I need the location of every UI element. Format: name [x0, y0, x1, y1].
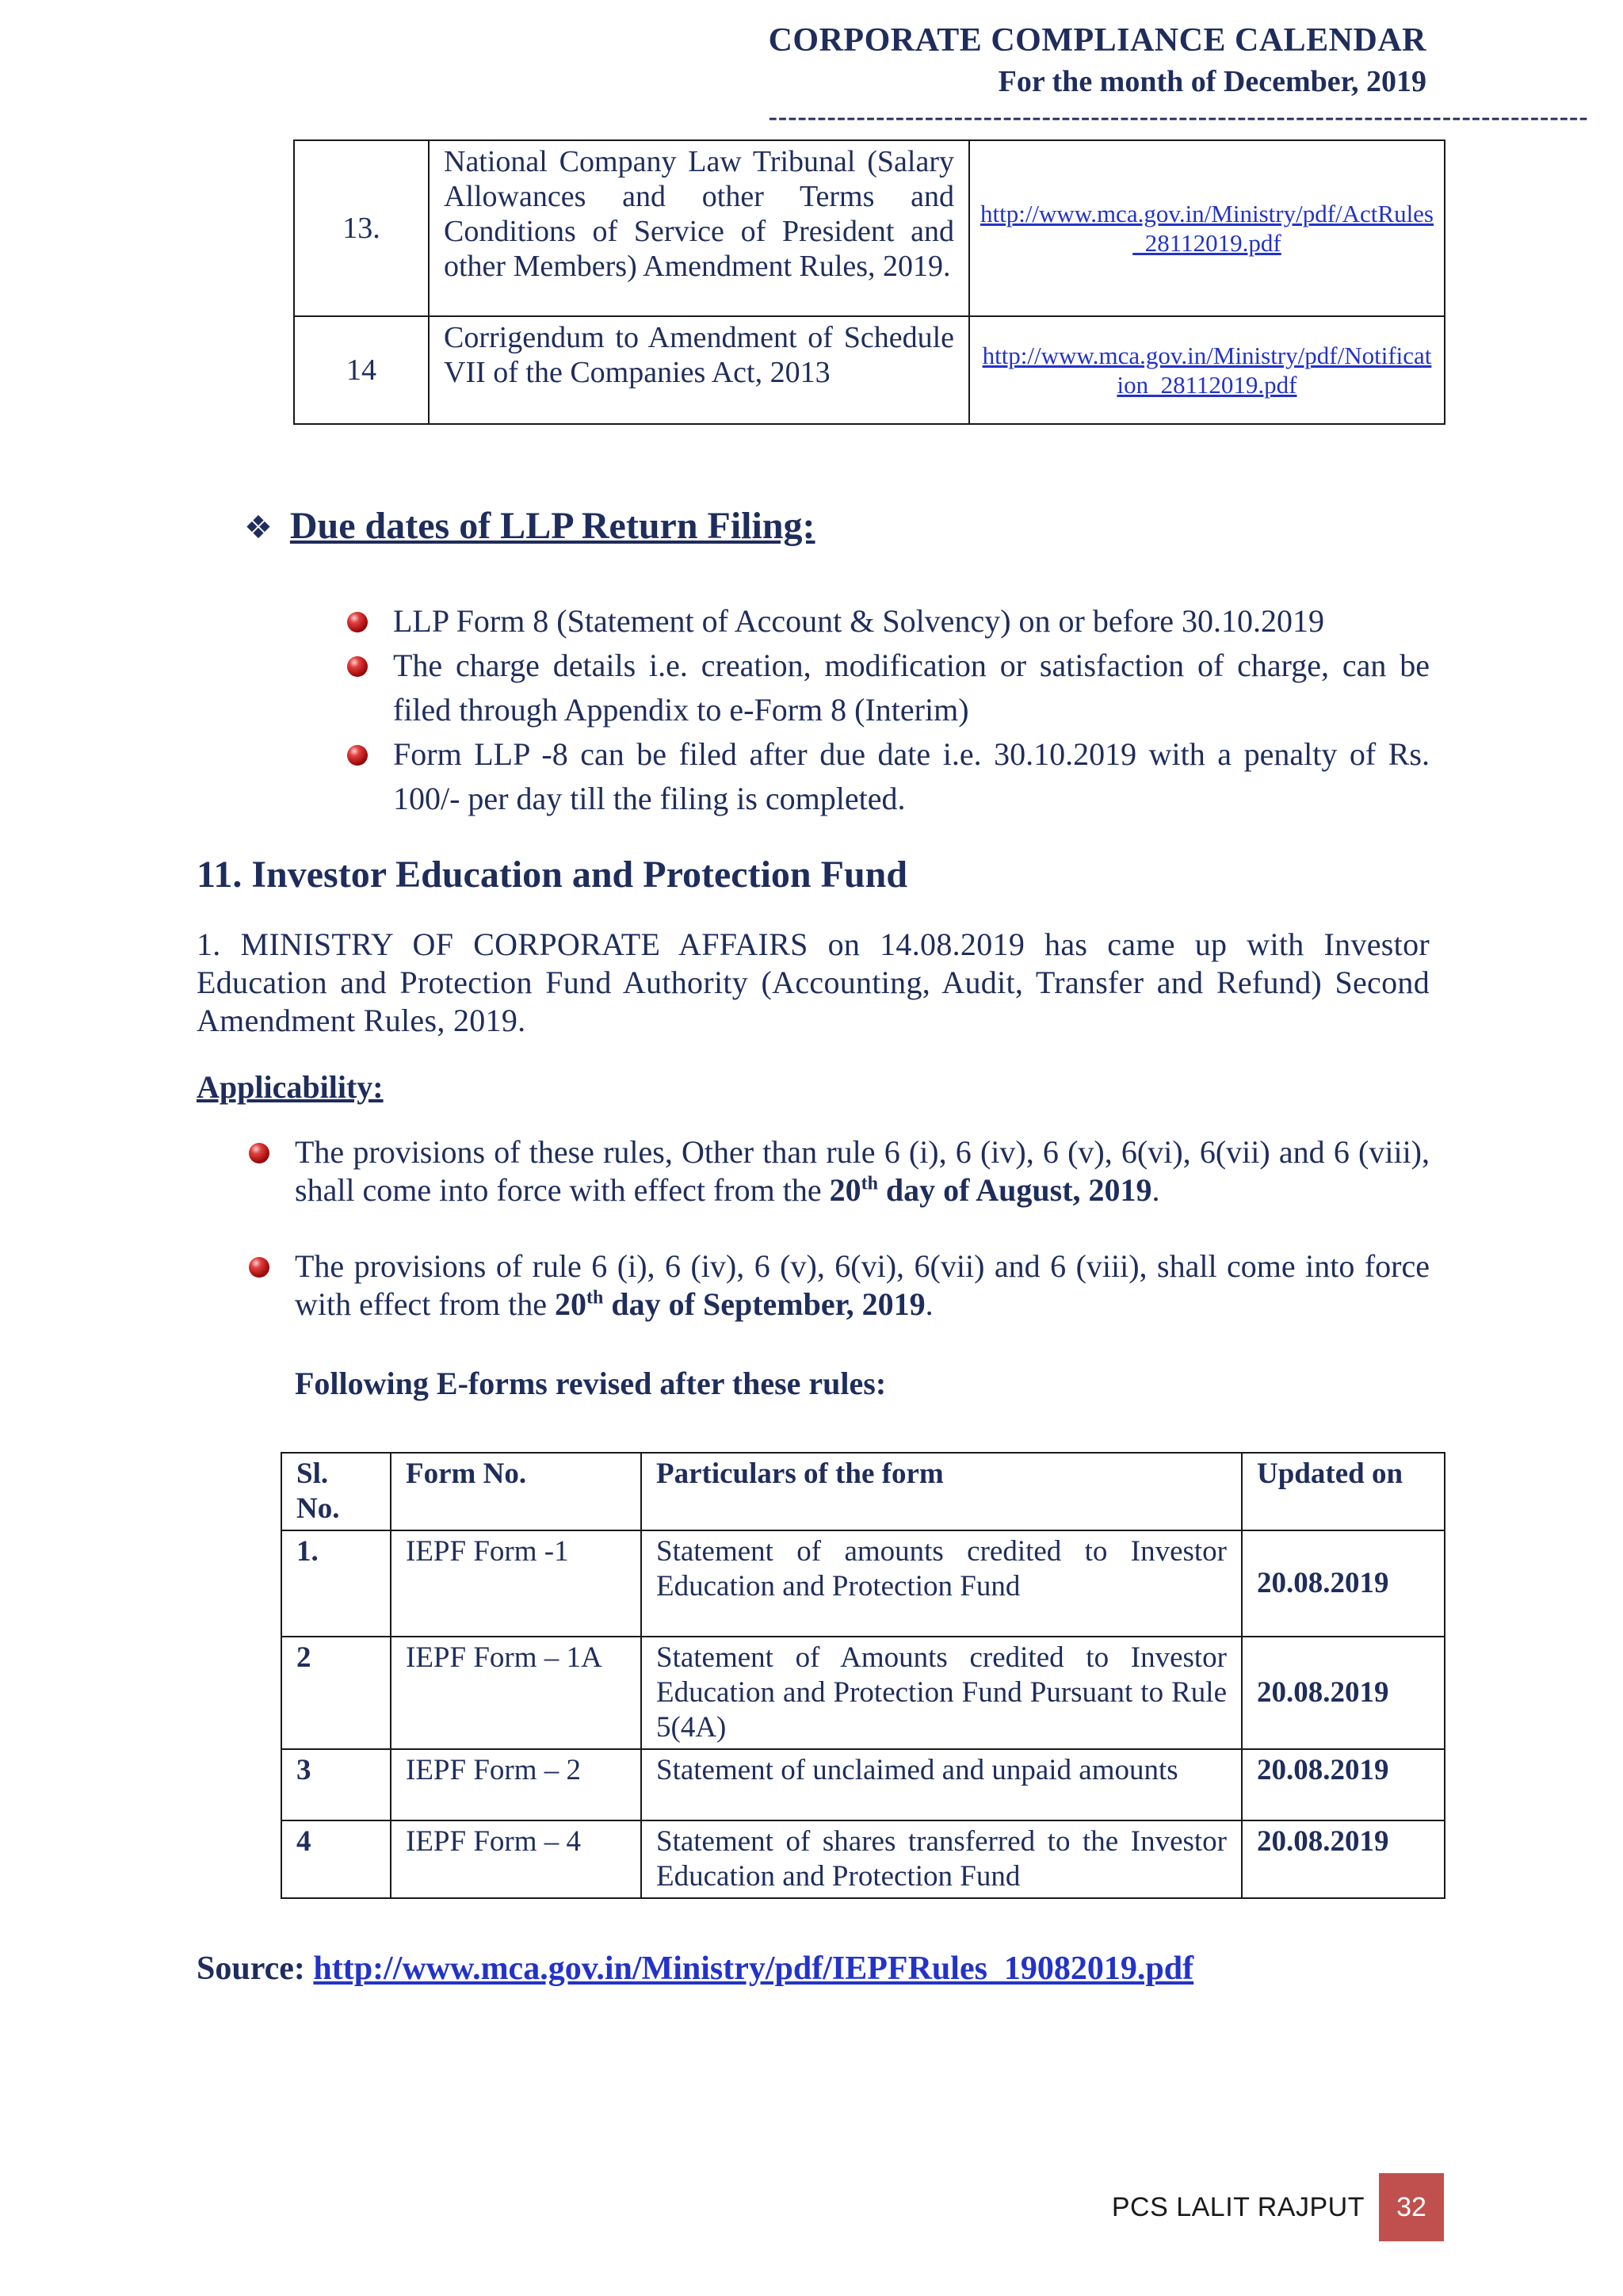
header-form-no: Form No. — [391, 1453, 641, 1530]
llp-bullet-list — [393, 599, 1430, 821]
date-month: day of September, 2019 — [603, 1286, 926, 1322]
list-item-text: The provisions of rule 6 (i), 6 (iv), 6 (v), 6(vi), 6(vii) and 6 (viii), shall come into force with effect from the — [295, 1248, 1430, 1322]
header-updated-on: Updated on — [1242, 1453, 1445, 1530]
row-link-cell — [969, 140, 1445, 316]
red-ball-bullet-icon — [249, 1257, 269, 1278]
cell-form: IEPF Form -1 — [391, 1530, 641, 1637]
cell-form: IEPF Form – 2 — [391, 1749, 641, 1820]
list-item — [295, 1247, 1430, 1324]
cell-sl: 3 — [281, 1749, 391, 1820]
table-row — [281, 1749, 1445, 1820]
red-ball-bullet-icon — [347, 745, 368, 766]
cell-date: 20.08.2019 — [1242, 1530, 1445, 1637]
list-item-end: . — [1151, 1172, 1160, 1208]
header-rule: ------------------------------------------------------------------------------------ — [768, 102, 1589, 132]
cell-sl: 4 — [281, 1820, 391, 1898]
cell-particulars: Statement of shares transferred to the Investor Education and Protection Fund — [641, 1820, 1242, 1898]
table-row — [294, 140, 1445, 316]
notifications-table — [293, 139, 1445, 425]
header-particulars: Particulars of the form — [641, 1453, 1242, 1530]
list-item-text: Form LLP -8 can be filed after due date i.e. 30.10.2019 with a penalty of Rs. 100/- per day till the filing is completed. — [393, 736, 1430, 816]
row-description: National Company Law Tribunal (Salary Allowances and other Terms and Conditions of Service of President and other Members) Amendment Rules, 2019. — [429, 140, 969, 316]
cell-particulars: Statement of unclaimed and unpaid amounts — [641, 1749, 1242, 1820]
row-number: 14 — [294, 316, 429, 424]
list-item — [295, 1133, 1430, 1209]
red-ball-bullet-icon — [249, 1143, 269, 1163]
row-link-cell — [969, 316, 1445, 424]
date-day: 20 — [555, 1286, 587, 1322]
cell-form: IEPF Form – 4 — [391, 1820, 641, 1898]
section-heading: 11. Investor Education and Protection Fund — [197, 854, 908, 896]
page-footer — [1112, 2173, 1444, 2241]
cell-date: 20.08.2019 — [1242, 1749, 1445, 1820]
table-row — [281, 1637, 1445, 1749]
eforms-table — [281, 1452, 1445, 1899]
header-subtitle: For the month of December, 2019 — [998, 65, 1426, 98]
cell-particulars: Statement of Amounts credited to Investor Education and Protection Fund Pursuant to Rule 5(4A) — [641, 1637, 1242, 1749]
source-link[interactable]: http://www.mca.gov.in/Ministry/pdf/IEPFRules_19082019.pdf — [313, 1950, 1194, 1987]
cell-sl: 2 — [281, 1637, 391, 1749]
applicability-label: Applicability: — [197, 1069, 384, 1105]
list-item — [393, 732, 1430, 821]
cell-sl: 1. — [281, 1530, 391, 1637]
section-paragraph: 1. MINISTRY OF CORPORATE AFFAIRS on 14.08.2019 has came up with Investor Education and Protection Fund Authority (Accounting, Audit, Transfer and Refund) Second Amendment Rules, 2019. — [197, 926, 1430, 1038]
list-item-end: . — [925, 1286, 934, 1322]
list-item-text: The charge details i.e. creation, modification or satisfaction of charge, can be filed through Appendix to e-Form 8 (Interim) — [393, 648, 1430, 728]
llp-heading-text: Due dates of LLP Return Filing: — [289, 505, 815, 547]
row-number: 13. — [294, 140, 429, 316]
footer-author: PCS LALIT RAJPUT — [1111, 2191, 1365, 2222]
row-description: Corrigendum to Amendment of Schedule VII of the Companies Act, 2013 — [429, 316, 969, 424]
date-month: day of August, 2019 — [877, 1172, 1152, 1208]
diamond-bullet-icon: ❖ — [244, 510, 273, 546]
cell-particulars: Statement of amounts credited to Investor Education and Protection Fund — [641, 1530, 1242, 1637]
page-header — [768, 19, 1589, 133]
applicability-list — [295, 1133, 1430, 1362]
rules-link[interactable]: http://www.mca.gov.in/Ministry/pdf/ActRules_28112019.pdf — [980, 200, 1434, 257]
red-ball-bullet-icon — [347, 612, 368, 632]
cell-form: IEPF Form – 1A — [391, 1637, 641, 1749]
table-row — [281, 1820, 1445, 1898]
notification-link[interactable]: http://www.mca.gov.in/Ministry/pdf/Notification_28112019.pdf — [982, 342, 1432, 399]
cell-date: 20.08.2019 — [1242, 1637, 1445, 1749]
date-suffix: th — [586, 1287, 604, 1308]
header-title: CORPORATE COMPLIANCE CALENDAR — [768, 22, 1426, 59]
cell-date: 20.08.2019 — [1242, 1820, 1445, 1898]
date-suffix: th — [861, 1173, 878, 1194]
table-row — [281, 1530, 1445, 1637]
list-item-text: The provisions of these rules, Other than rule 6 (i), 6 (iv), 6 (v), 6(vi), 6(vii) and 6 (viii), shall come into force with effect from the — [295, 1134, 1430, 1208]
date-day: 20 — [829, 1172, 861, 1208]
list-item — [393, 644, 1430, 732]
following-eforms-label: Following E-forms revised after these rules: — [295, 1366, 887, 1401]
list-item — [393, 599, 1430, 644]
source-line — [197, 1950, 1193, 1988]
table-header-row — [281, 1453, 1445, 1530]
llp-heading — [244, 504, 815, 548]
list-item-text: LLP Form 8 (Statement of Account & Solvency) on or before 30.10.2019 — [393, 603, 1324, 639]
table-row — [294, 316, 1445, 424]
header-sl-no: Sl. No. — [281, 1453, 391, 1530]
source-label: Source: — [197, 1950, 305, 1987]
red-ball-bullet-icon — [347, 656, 368, 677]
page-number-badge: 32 — [1379, 2173, 1444, 2241]
